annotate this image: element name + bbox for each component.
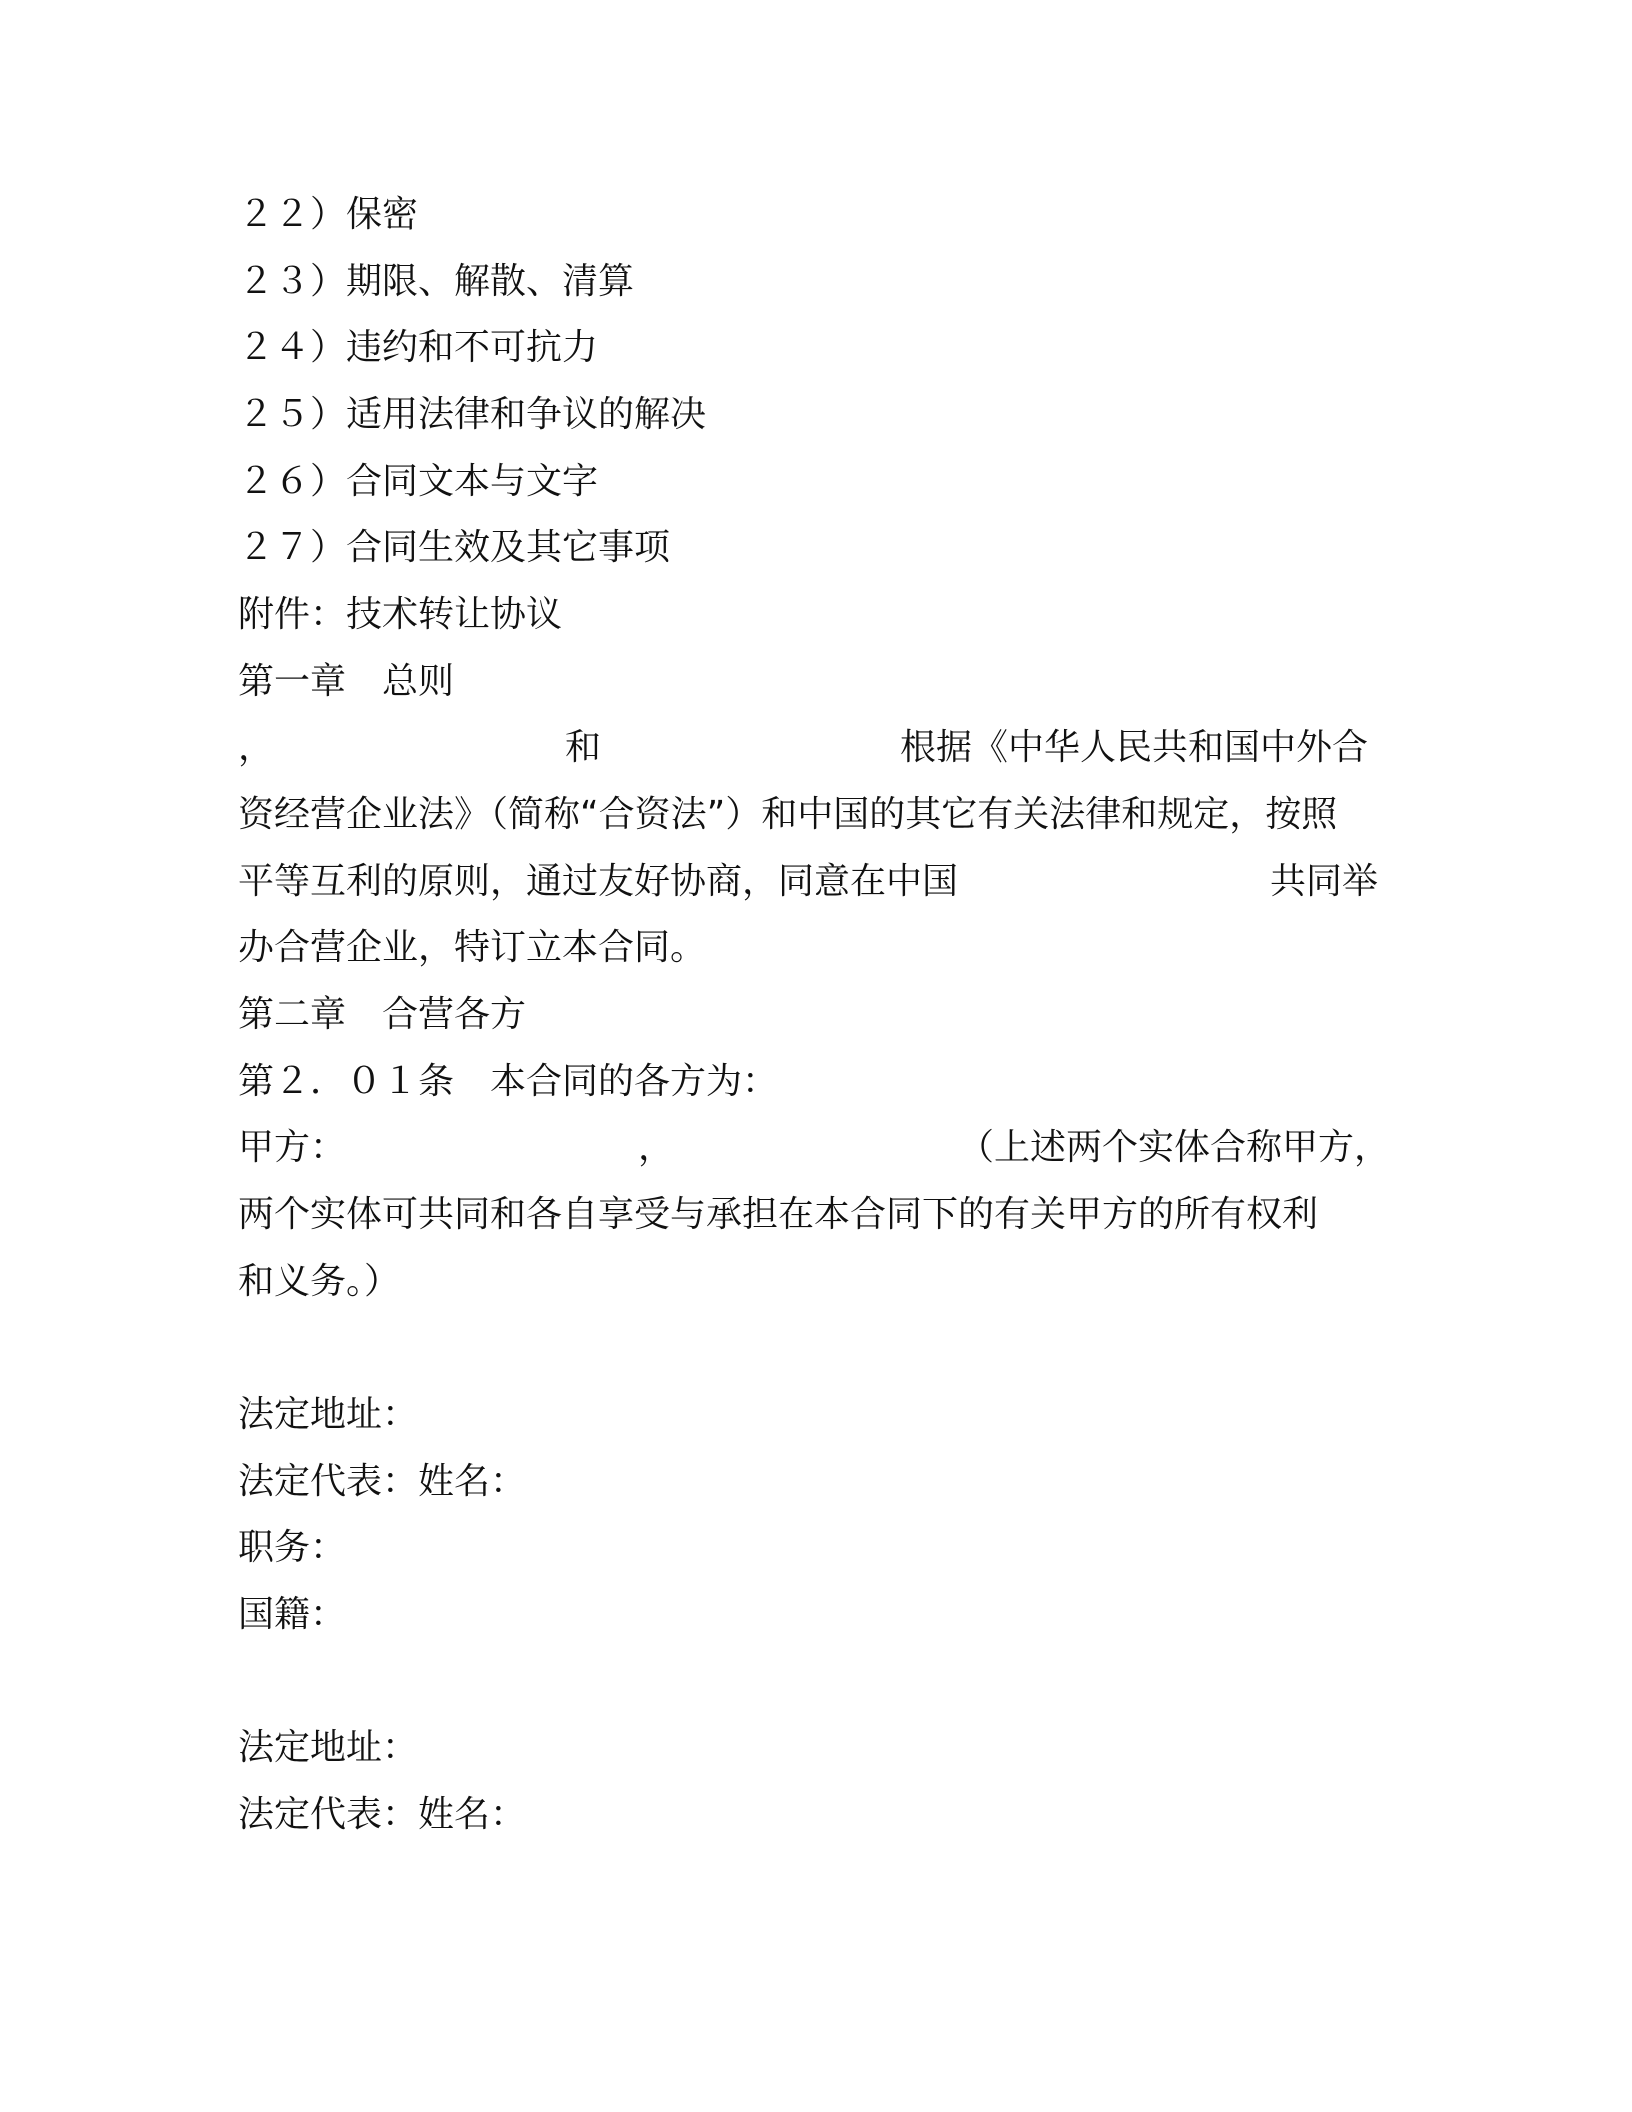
party-a-note-line-2: 两个实体可共同和各自享受与承担在本合同下的有关甲方的所有权利	[238, 1194, 1319, 1235]
chapter-1-para-line-2: 资经营企业法》（简称“合资法”）和中国的其它有关法律和规定，按照	[238, 794, 1338, 835]
chapter-1-heading: 第一章 总则	[238, 661, 455, 702]
title-label-1: 职务：	[238, 1527, 347, 1568]
attachment-line: 附件：技术转让协议	[238, 594, 563, 635]
legal-rep-label-1: 法定代表：姓名：	[238, 1461, 527, 1502]
legal-address-label-2: 法定地址：	[238, 1727, 419, 1768]
legal-address-label-1: 法定地址：	[238, 1394, 419, 1435]
chapter-1-para-line-3	[238, 858, 1382, 906]
toc-item-24: ２４）违约和不可抗力	[238, 327, 599, 368]
party-a-label: 甲方：	[238, 1127, 347, 1168]
para-and: 和	[565, 727, 602, 768]
party-a-comma: ，	[638, 1127, 675, 1168]
chapter-1-para-line-4: 办合营企业，特订立本合同。	[238, 927, 707, 968]
toc-item-26: ２６）合同文本与文字	[238, 461, 599, 502]
party-a-note-line-3: 和义务。）	[238, 1261, 401, 1302]
chapter-2-heading: 第二章 合营各方	[238, 994, 527, 1035]
toc-item-23: ２３）期限、解散、清算	[238, 261, 635, 302]
nationality-label-1: 国籍：	[238, 1594, 347, 1635]
party-a-line	[238, 1124, 1391, 1172]
para-jointly: 共同举	[1270, 861, 1379, 902]
chapter-1-para-line-1	[238, 724, 1382, 772]
toc-item-22: ２２）保密	[238, 194, 419, 235]
toc-item-25: ２５）适用法律和争议的解决	[238, 394, 707, 435]
para-according-to: 根据《中华人民共和国中外合	[900, 727, 1369, 768]
legal-rep-label-2: 法定代表：姓名：	[238, 1794, 527, 1835]
toc-item-27: ２７）合同生效及其它事项	[238, 527, 671, 568]
party-a-note-start: （上述两个实体合称甲方，	[958, 1127, 1391, 1168]
para-principle: 平等互利的原则，通过友好协商，同意在中国	[238, 861, 959, 902]
article-2-01: 第２．０１条 本合同的各方为：	[238, 1061, 779, 1102]
para-comma: ，	[238, 727, 275, 768]
